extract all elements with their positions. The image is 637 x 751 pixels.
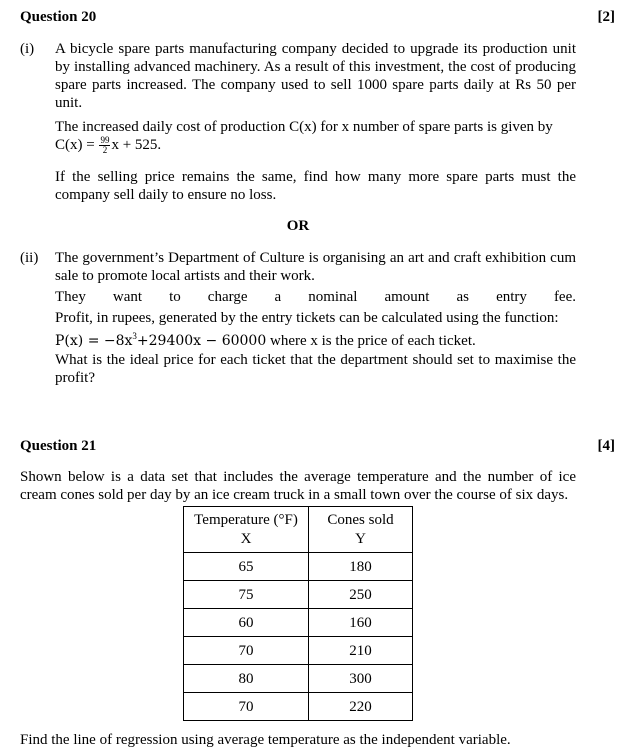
part-ii-line-1: The government’s Department of Culture is organising an art and craft exhibition cum sale to promote local artists and their work.	[55, 250, 576, 284]
cost-formula-fraction	[99, 136, 110, 155]
table-cell-cones: 300	[309, 665, 413, 693]
part-i-label: (i)	[20, 41, 35, 57]
part-i-paragraph-2: The increased daily cost of production C(x) for x number of spare parts is given by	[55, 119, 553, 135]
cost-formula-numerator: 99	[100, 135, 110, 146]
table-cell-cones: 160	[309, 609, 413, 637]
header-temperature-label: Temperature (°F)	[194, 511, 298, 528]
question-21-title: Question 21	[20, 438, 97, 454]
profit-function-rest: +29400x − 60000	[136, 333, 267, 349]
table-cell-temperature: 70	[184, 693, 309, 721]
table-row	[184, 553, 413, 581]
question-20-title: Question 20	[20, 9, 97, 25]
table-cell-temperature: 60	[184, 609, 309, 637]
table-row	[184, 665, 413, 693]
temperature-cones-table	[183, 506, 413, 721]
table-row	[184, 637, 413, 665]
table-cell-cones: 220	[309, 693, 413, 721]
table-row	[184, 693, 413, 721]
table-row	[184, 609, 413, 637]
part-i-paragraph-1: A bicycle spare parts manufacturing company decided to upgrade its production unit by installing advanced machinery. As a result of this investment, the cost of producing spare parts increased. The company used to sell 1000 spare parts daily at Rs 50 per unit.	[55, 41, 576, 111]
table-cell-cones: 250	[309, 581, 413, 609]
or-separator: OR	[286, 218, 310, 234]
table-cell-temperature: 70	[184, 637, 309, 665]
profit-function-tail: where x is the price of each ticket.	[270, 333, 476, 349]
table-cell-temperature: 75	[184, 581, 309, 609]
question-21-intro: Shown below is a data set that includes the average temperature and the number of ice cream cones sold per day by an ice cream truck in a small town over the course of six days.	[20, 469, 576, 503]
header-cones-label: Cones sold	[327, 511, 394, 528]
profit-function-exponent: 3	[132, 331, 137, 341]
table-cell-temperature: 65	[184, 553, 309, 581]
question-21-task: Find the line of regression using average temperature as the independent variable.	[20, 732, 511, 748]
table-cell-cones: 180	[309, 553, 413, 581]
header-cones	[309, 507, 413, 553]
cost-formula-lhs: C(x) =	[55, 137, 95, 153]
profit-function	[55, 327, 476, 350]
profit-function-lhs: P(x) = −8x	[55, 333, 133, 349]
cost-formula	[55, 136, 161, 155]
table-cell-cones: 210	[309, 637, 413, 665]
cost-formula-rhs: x + 525.	[111, 137, 162, 153]
table-cell-temperature: 80	[184, 665, 309, 693]
part-ii-line-2: They want to charge a nominal amount as entry fee.	[55, 289, 576, 305]
question-20-marks: [2]	[597, 9, 615, 25]
header-cones-symbol: Y	[355, 530, 366, 547]
question-21-marks: [4]	[597, 438, 615, 454]
part-ii-line-3: Profit, in rupees, generated by the entry tickets can be calculated using the function:	[55, 310, 559, 326]
header-temperature	[184, 507, 309, 553]
header-temperature-symbol: X	[240, 530, 252, 547]
part-ii-label: (ii)	[20, 250, 39, 266]
cost-formula-denominator: 2	[102, 145, 108, 156]
table-header-row	[184, 507, 413, 553]
part-i-paragraph-3: If the selling price remains the same, find how many more spare parts must the company sell daily to ensure no loss.	[55, 169, 576, 203]
part-ii-line-4: What is the ideal price for each ticket that the department should set to maximise the profit?	[55, 352, 576, 386]
table-row	[184, 581, 413, 609]
